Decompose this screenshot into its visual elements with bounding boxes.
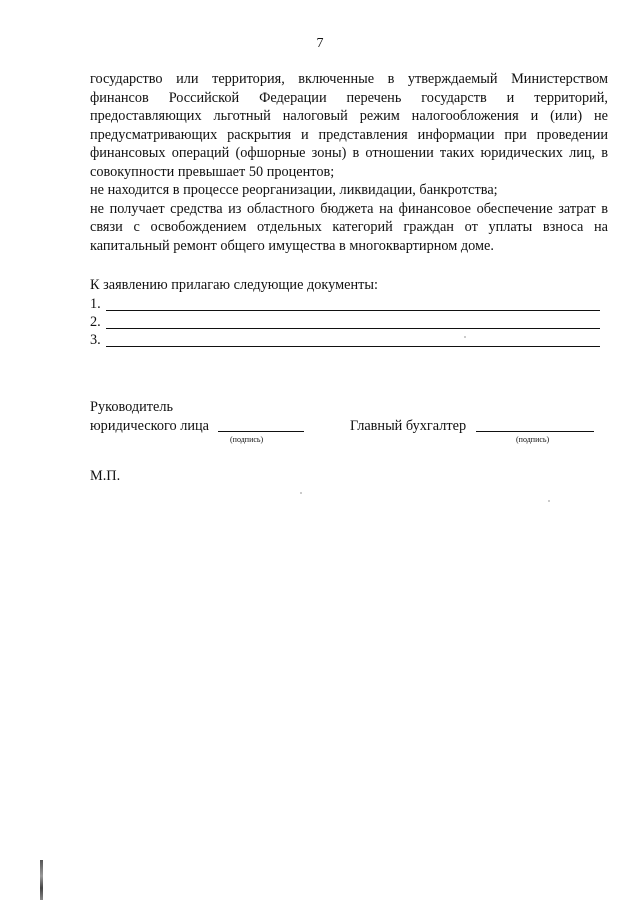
attachment-row-2	[90, 314, 600, 332]
paragraph-budget-funding-condition: не получает средства из областного бюджета на финансовое обеспечение затрат в связи с освобождением отдельных категорий граждан от уплаты взноса на капитальный ремонт общего имущества в многоквартирном доме.	[90, 200, 608, 254]
attachment-row-3	[90, 332, 600, 350]
signatures-section	[90, 398, 610, 447]
attachment-number: 2.	[90, 314, 101, 330]
head-title-line2: юридического лица	[90, 417, 210, 434]
attachment-fill-line[interactable]	[106, 298, 600, 311]
attachment-row-1	[90, 296, 600, 314]
page-number: 7	[316, 36, 324, 51]
scan-speck	[548, 500, 550, 502]
stamp-place-label: М.П.	[90, 468, 121, 484]
head-signature-line[interactable]	[218, 431, 304, 432]
scan-edge-mark	[40, 860, 43, 900]
signature-row	[90, 417, 610, 447]
attachments-section	[90, 276, 600, 350]
attachment-number: 1.	[90, 296, 101, 312]
scan-speck	[300, 492, 302, 494]
accountant-signature-caption: (подпись)	[516, 434, 550, 444]
accountant-signature-line[interactable]	[476, 431, 594, 432]
paragraph-reorganization-condition: не находится в процессе реорганизации, ликвидации, банкротства;	[90, 182, 498, 198]
attachments-intro: К заявлению прилагаю следующие документы:	[90, 277, 378, 293]
attachment-fill-line[interactable]	[106, 334, 600, 347]
head-signature-caption: (подпись)	[230, 434, 264, 444]
accountant-title: Главный бухгалтер	[350, 417, 467, 434]
paragraph-offshore-condition: государство или территория, включенные в утверждаемый Министерством финансов Российской Федерации перечень государств и территорий, предоставляющих льготный налоговый режим налогообложения и (или) не предусматривающих раскрытия и представления информации при проведении финансовых операций (офшорные зоны) в отношении таких юридических лиц, в совокупности превышает 50 процентов;	[90, 71, 608, 180]
head-title-line1: Руководитель	[90, 399, 174, 415]
body-text	[90, 70, 608, 255]
attachment-fill-line[interactable]	[106, 316, 600, 329]
attachment-number: 3.	[90, 332, 101, 348]
scan-speck	[464, 336, 466, 338]
